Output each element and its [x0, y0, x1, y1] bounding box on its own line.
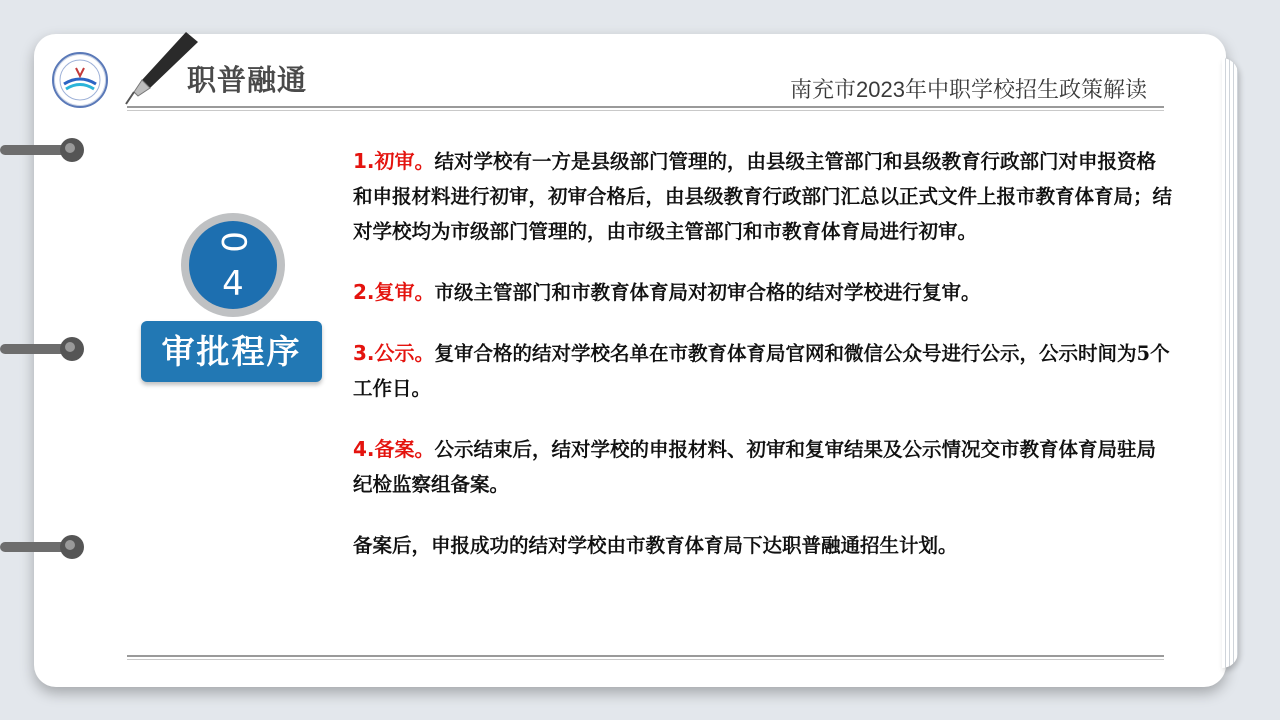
binder-ring-1	[0, 136, 88, 166]
paragraph-filing	[353, 432, 1173, 502]
paragraph-text: 结对学校有一方是县级部门管理的，由县级主管部门和县级教育行政部门对申报资格和申报材料进行初审，初审合格后，由县级教育行政部门汇总以正式文件上报市教育体育局；结对学校均为市级部门管理的，由市级主管部门和市教育体育局进行初审。	[353, 150, 1173, 243]
step-number-circle	[181, 213, 285, 317]
header-divider	[127, 106, 1164, 111]
document-title: 南充市2023年中职学校招生政策解读	[790, 77, 1147, 102]
binder-ring-2	[0, 335, 88, 365]
page-edges	[1222, 58, 1238, 668]
brand-title: 职普融通	[187, 63, 308, 97]
paragraph-initial-review	[353, 144, 1173, 249]
paragraph-text: 市级主管部门和市教育体育局对初审合格的结对学校进行复审。	[434, 281, 981, 304]
step-digit-ones: 4	[222, 264, 244, 304]
content-body	[353, 144, 1173, 589]
paragraph-lead: 2.复审。	[353, 280, 435, 304]
paragraph-conclusion	[353, 528, 1173, 563]
paragraph-text: 公示结束后，结对学校的申报材料、初审和复审结果及公示情况交市教育体育局驻局纪检监察组备案。	[353, 438, 1157, 496]
paragraph-re-review	[353, 275, 1173, 310]
school-logo	[52, 52, 108, 108]
step-digit-tens: 0	[213, 231, 253, 253]
section-title-badge: 审批程序	[141, 321, 322, 382]
footer-divider	[127, 655, 1164, 660]
binder-ring-3	[0, 533, 88, 563]
paragraph-publicity	[353, 336, 1173, 406]
paragraph-lead: 3.公示。	[353, 341, 435, 365]
paragraph-lead: 1.初审。	[353, 149, 435, 173]
paragraph-text: 备案后，申报成功的结对学校由市教育体育局下达职普融通招生计划。	[353, 534, 958, 557]
paragraph-text: 复审合格的结对学校名单在市教育体育局官网和微信公众号进行公示，公示时间为5个工作日。	[353, 342, 1170, 400]
paragraph-lead: 4.备案。	[353, 437, 435, 461]
